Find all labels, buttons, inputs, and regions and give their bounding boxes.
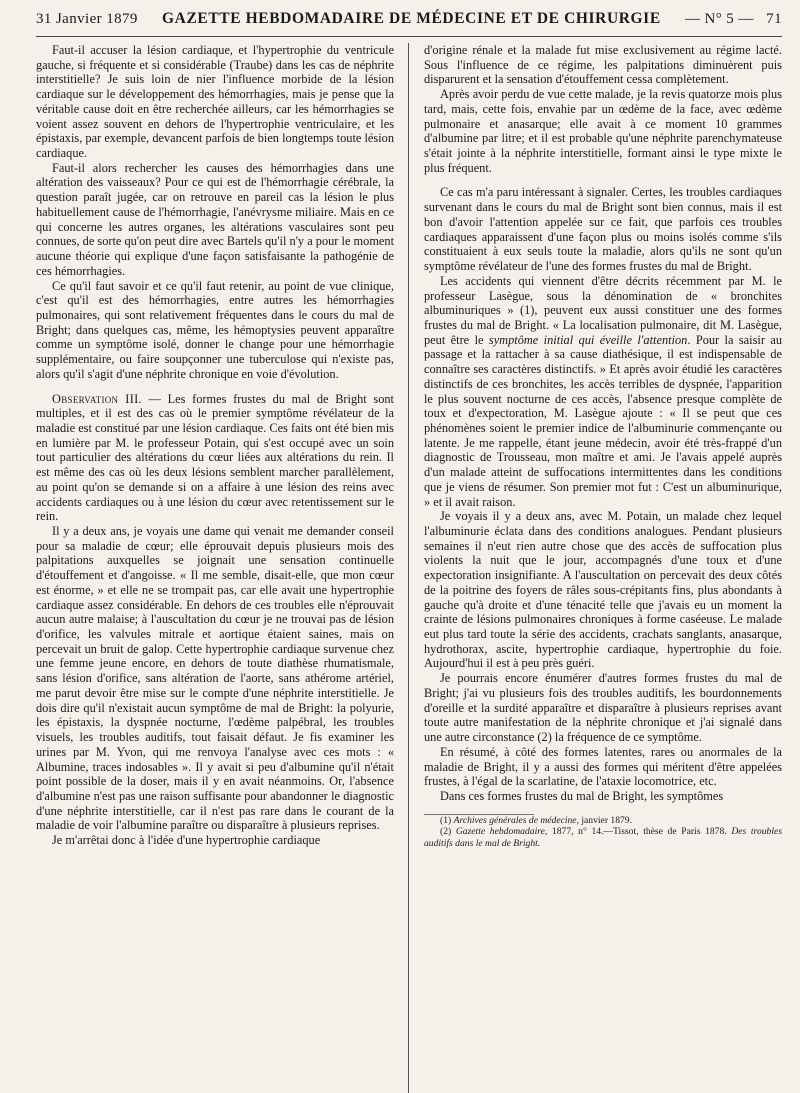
issue-number: — N° 5 — <box>684 11 754 27</box>
header-date: 31 Janvier 1879 <box>36 11 138 27</box>
paragraph: Je m'arrêtai donc à l'idée d'une hypertrophie cardiaque <box>52 833 321 848</box>
footnote-text: , janvier 1879. <box>576 814 632 826</box>
section-gap <box>36 382 394 392</box>
paragraph: Ce cas m'a paru intéressant à signaler. Certes, les troubles cardiaques survenant dans le cours du mal de Bright sont bien connus, mais il est bon d'avoir l'attention appelée sur ce fait, que parfois ces troubles cardiaques apparaissent d'une façon plus ou moins isolés comme s'ils constituaient à eux seuls toute la maladie, alors qu'ils ne sont qu'un symptôme révélateur de l'une des formes frustes du mal de Bright. <box>424 185 782 274</box>
section-gap <box>424 175 782 185</box>
journal-page <box>36 10 782 1082</box>
footnote-source: Archives générales de médecine <box>453 814 577 826</box>
paragraph: Il y a deux ans, je voyais une dame qui venait me demander conseil pour sa maladie de cœur; elle éprouvait depuis plusieurs mois des palpitations auxquelles se joignait une sensation continuelle d'étouffement et d'angoisse. « Il me semble, disait-elle, que mon cœur est énorme, » et elle ne se trompait pas, car elle avait une hypertrophie cardiaque assez considérable. En dehors de ces troubles elle n'éprouvait aucun autre malaise; à l'auscultation du cœur je ne trouvai pas de lésion d'orifice, les valvules mitrale et aortique étaient saines, mais on percevait un bruit de galop. Cette hypertrophie cardiaque survenue chez une femme jeune encore, en dehors de toute diathèse rhumatismale, sans lésion d'orifice, sans altération de l'aorte, sans athérome artériel, me parut devoir être mise sur le compte d'une néphrite interstitielle. Je dois dire qu'il n'existait aucun symptôme de mal de Bright: la polyurie, les épistaxis, la dyspnée nocturne, l'œdème palpébral, les troubles visuels, les troubles auditifs, tout faisait défaut. Je fis examiner les urines par M. Yvon, qui me renvoya l'analyse avec ces mots : « Albumine, traces indosables ». Il y avait si peu d'albumine qu'il n'était point possible de la doser, mais il y en avait néanmoins. Or, l'absence d'albumine n'est pas une raison suffisante pour abandonner le diagnostic d'une néphrite interstitielle, car il n'est pas rare dans le courant de la maladie de voir l'albumine paraître ou disparaître à plusieurs reprises. <box>36 524 394 833</box>
paragraph: d'origine rénale et la malade fut mise exclusivement au régime lacté. Sous l'influence de ce régime, les palpitations diminuèrent puis disparurent et la sensation d'étouffement cessa complètement. <box>424 43 782 87</box>
footnote-1 <box>424 815 782 827</box>
paragraph: Je pourrais encore énumérer d'autres formes frustes du mal de Bright; j'ai vu plusieurs fois des troubles auditifs, les bourdonnements d'oreille et la surdité apparaître et disparaître à plusieurs reprises avant toute autre manifestation de la néphrite chronique et j'ai signalé dans une autre circonstance (2) la fréquence de ce symptôme. <box>424 671 782 745</box>
paragraph: Je voyais il y a deux ans, avec M. Potain, un malade chez lequel l'albuminurie éclata dans des conditions analogues. Pendant plusieurs semaines il n'eut rien autre chose que des accès de suffocation plus violents la nuit que le jour, accompagnés d'une toux et d'une expectoration insignifiante. A l'auscultation on percevait des deux côtés de la poitrine des foyers de râles sous-crépitants fins, plus abondants à gauche qu'à droite et d'une ténacité telle que j'avais eu un moment la crainte de lésions pulmonaires chroniques à forme caséeuse. Le malade eut plus tard toute la série des accidents, crachats sanglants, anasarque, hydrothorax, ascite, hypertrophie cardiaque, hypertrophie du foie. Aujourd'hui il est à peu près guéri. <box>424 509 782 671</box>
footnote-source: Gazette hebdomadaire <box>455 826 545 838</box>
paragraph: Dans ces formes frustes du mal de Bright, les symptômes <box>440 788 724 803</box>
paragraph: Ce qu'il faut savoir et ce qu'il faut retenir, au point de vue clinique, c'est qu'il est des hémorrhagies, entre autres les hémorrhagies pulmonaires, qui sont relativement fréquentes dans le cours du mal de Bright; dans quelques cas, même, les hémoptysies peuvent apparaître comme un symptôme isolé, donner le change pour une hémorrhagie supplémentaire, ou faire soupçonner une tuberculose qui n'existe pas, alors qu'il s'agit d'une néphrite chronique en voie d'évolution. <box>36 278 394 381</box>
footnote-2 <box>424 826 782 849</box>
header-issue-page <box>685 11 782 28</box>
journal-title: GAZETTE HEBDOMADAIRE DE MÉDECINE ET DE CHIRURGIE <box>162 10 661 27</box>
observation-text: — Les formes frustes du mal de Bright sont multiples, et il est des cas où le premier symptôme révélateur de la maladie est constitué par une lésion cardiaque. Ces faits ont été bien mis en lumière par M. le professeur Potain, qui s'est occupé avec un soin tout particulier des altérations du cœur liées aux altérations du rein. Il est même des cas où les deux lésions semblent marcher parallèlement, au point qu'on se demande si on a affaire à une lésion des reins avec accidents cardiaques ou à une lésion du cœur avec retentissement sur le rein. <box>36 391 394 524</box>
left-column <box>36 43 394 849</box>
paragraph: En résumé, à côté des formes latentes, rares ou anormales de la maladie de Bright, il y a aussi des formes qui méritent d'être appelées frustes, à l'égal de la scarlatine, de l'ataxie locomotrice, etc. <box>424 744 782 789</box>
paragraph: Faut-il alors rechercher les causes des hémorrhagies dans une altération des vaisseaux? Pour ce qui est de l'hémorrhagie cérébrale, la question paraît jugée, car on retrouve en pareil cas la lésion le plus habituellement cause de l'hémorrhagie, l'anévrysme miliaire. Mais en ce qui concerne les autres organes, les altérations vasculaires sont peu connues, de sorte qu'on peut dire avec Bartels qu'il n'y a pour le moment aucune théorie qui explique d'une façon satisfaisante la pathogénie de ces hémorrhagies. <box>36 160 394 278</box>
column-divider <box>408 43 409 1093</box>
footnote-title: Des troubles auditifs dans le mal de Bright. <box>424 826 782 849</box>
observation-label: Observation III. <box>52 391 142 406</box>
text-run: . Pour la saisir au passage et la rattacher à sa cause diathésique, il est indispensable de connaître ses caractères distinctifs. » Et après avoir étudié les caractères distinctifs de ces bronchites, les accès terribles de dyspnée, l'apparition le plus souvent nocturne de ces accès, l'absence presque complète de toux et d'expectoration, M. Lasègue ajoute : « Il se peut que ces phénomènes soient le premier indice de l'albuminurie commençante ou latente. Je me rappelle, étant jeune médecin, avoir été très-frappé d'un diagnostic de Trousseau, mon maître et ami. Je l'avais appelé auprès d'un malade atteint de suffocations intermittentes dans les conditions que je viens de résumer. Son premier mot fut : C'est un albuminurique, » et il avait raison. <box>424 332 782 509</box>
footnote-number: (2) <box>440 826 456 838</box>
paragraph: Après avoir perdu de vue cette malade, je la revis quatorze mois plus tard, mais, cette fois, envahie par un œdème de la face, avec œdème pulmonaire et anasarque; elle avait à ce moment 10 grammes d'albumine par litre; et il est probable qu'une néphrite parenchymateuse s'était jointe à la néphrite interstitielle, formant ainsi le type mixte le plus fréquent. <box>424 87 782 175</box>
footnote-number: (1) <box>440 814 454 826</box>
text-run: Les accidents qui viennent d'être décrits récemment par M. le professeur Lasègue, sous la dénomination de « bronchites albuminuriques » (1), peuvent eux aussi constituer une des formes frustes du mal de Bright. « La localisation pulmonaire, dit M. Lasègue, peut être le <box>424 273 782 347</box>
right-column <box>424 43 782 849</box>
page-number: 71 <box>766 11 782 27</box>
paragraph: Faut-il accuser la lésion cardiaque, et l'hypertrophie du ventricule gauche, si fréquente et si considérable (Traube) dans les cas de néphrite interstitielle? Je suis loin de nier l'influence morbide de la lésion cardiaque sur le développement des hémorrhagies, mais je pense que la véritable cause doit en être recherchée ailleurs, car les hémorrhagies se voient assez souvent en dehors de l'hypertrophie ventriculaire, et les épistaxis, par exemple, devancent parfois de bien longtemps toute lésion cardiaque. <box>36 43 394 161</box>
two-column-body <box>36 43 782 849</box>
observation-paragraph <box>36 392 394 524</box>
running-header <box>36 10 782 37</box>
quoted-emphasis: symptôme initial qui éveille l'attention <box>488 332 688 347</box>
footnote-text: , 1877, n° 14.—Tissot, thèse de Paris 1878. <box>544 826 732 838</box>
paragraph <box>424 274 782 510</box>
